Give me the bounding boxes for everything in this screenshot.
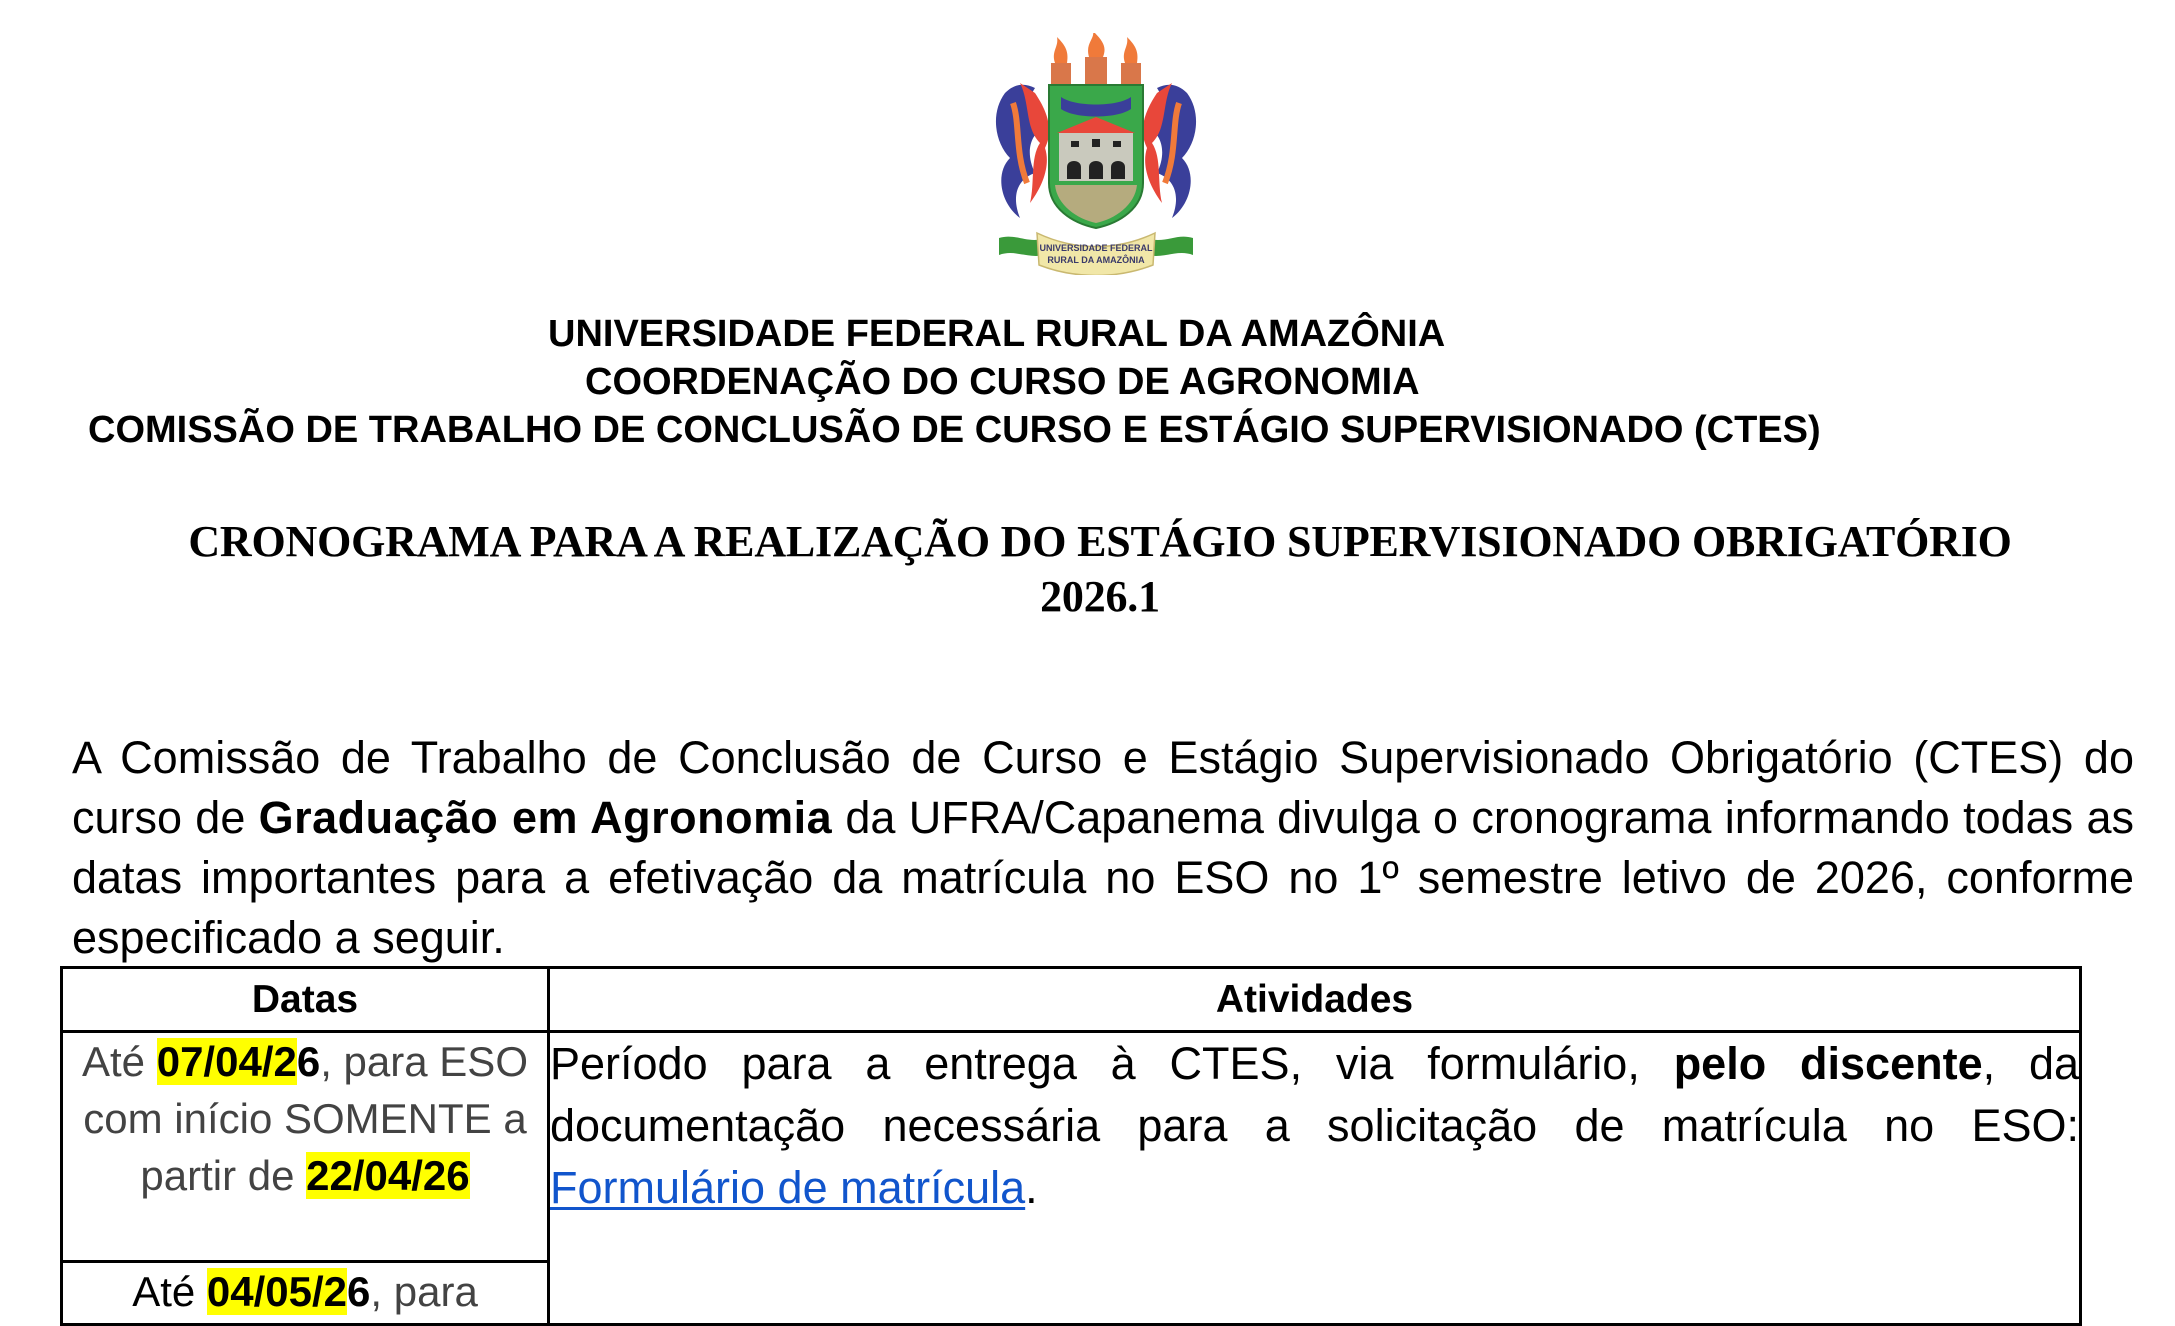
activity-cell: Período para a entrega à CTES, via formulário, pelo discente, da documentação necessária para a solicitação de matrícula no ESO: Formulário de matrícula. <box>549 1032 2081 1325</box>
date-middle-text: , para ESO com início SOMENTE a partir de <box>83 1038 528 1199</box>
intro-paragraph <box>72 728 2134 968</box>
date-prefix: Até <box>132 1268 207 1315</box>
highlighted-date: 04/05/2 <box>206 1268 348 1315</box>
title-line-1: CRONOGRAMA PARA A REALIZAÇÃO DO ESTÁGIO SUPERVISIONADO OBRIGATÓRIO <box>188 517 2012 566</box>
start-date: 22/04/26 <box>306 1152 470 1199</box>
intro-bold-course: Graduação em Agronomia <box>258 792 833 843</box>
column-header-activities: Atividades <box>549 968 2081 1032</box>
date-prefix: Até <box>82 1038 157 1085</box>
highlighted-date: 07/04/2 <box>156 1038 297 1085</box>
deadline-date: 04/05/26 <box>206 1268 371 1315</box>
enrollment-form-link[interactable]: Formulário de matrícula <box>550 1162 1026 1213</box>
crest-icon <box>985 33 1207 275</box>
date-cell <box>62 1032 549 1262</box>
table-row <box>62 1032 2081 1262</box>
coordination-name: COORDENAÇÃO DO CURSO DE AGRONOMIA <box>585 361 1420 403</box>
column-header-dates: Datas <box>62 968 549 1032</box>
table-header-row <box>62 968 2081 1032</box>
schedule-table <box>60 966 2082 1326</box>
title-line-2: 2026.1 <box>1040 572 1160 621</box>
svg-text:UNIVERSIDADE FEDERAL: UNIVERSIDADE FEDERAL <box>1039 243 1153 253</box>
date-cell <box>62 1262 549 1325</box>
deadline-date: 07/04/26 <box>156 1038 321 1085</box>
document-title <box>120 514 2080 624</box>
university-crest-logo <box>985 33 1207 275</box>
activity-bold-text: pelo discente <box>1673 1038 1983 1089</box>
intro-text-1: A Comissão de Trabalho de Conclusão de Curso e Estágio Supervisionado Obrigatório (CTES) do curso de <box>72 732 2134 843</box>
commission-name: COMISSÃO DE TRABALHO DE CONCLUSÃO DE CURSO E ESTÁGIO SUPERVISIONADO (CTES) <box>88 409 1821 451</box>
svg-text:RURAL DA AMAZÔNIA: RURAL DA AMAZÔNIA <box>1047 255 1145 265</box>
date-suffix-text: , para <box>370 1268 478 1315</box>
intro-text-2: da UFRA/Capanema divulga o cronograma informando todas as datas importantes para a efetivação da matrícula no ESO no 1º semestre letivo de 2026, conforme especificado a seguir. <box>72 792 2134 963</box>
university-name: UNIVERSIDADE FEDERAL RURAL DA AMAZÔNIA <box>548 313 1446 355</box>
